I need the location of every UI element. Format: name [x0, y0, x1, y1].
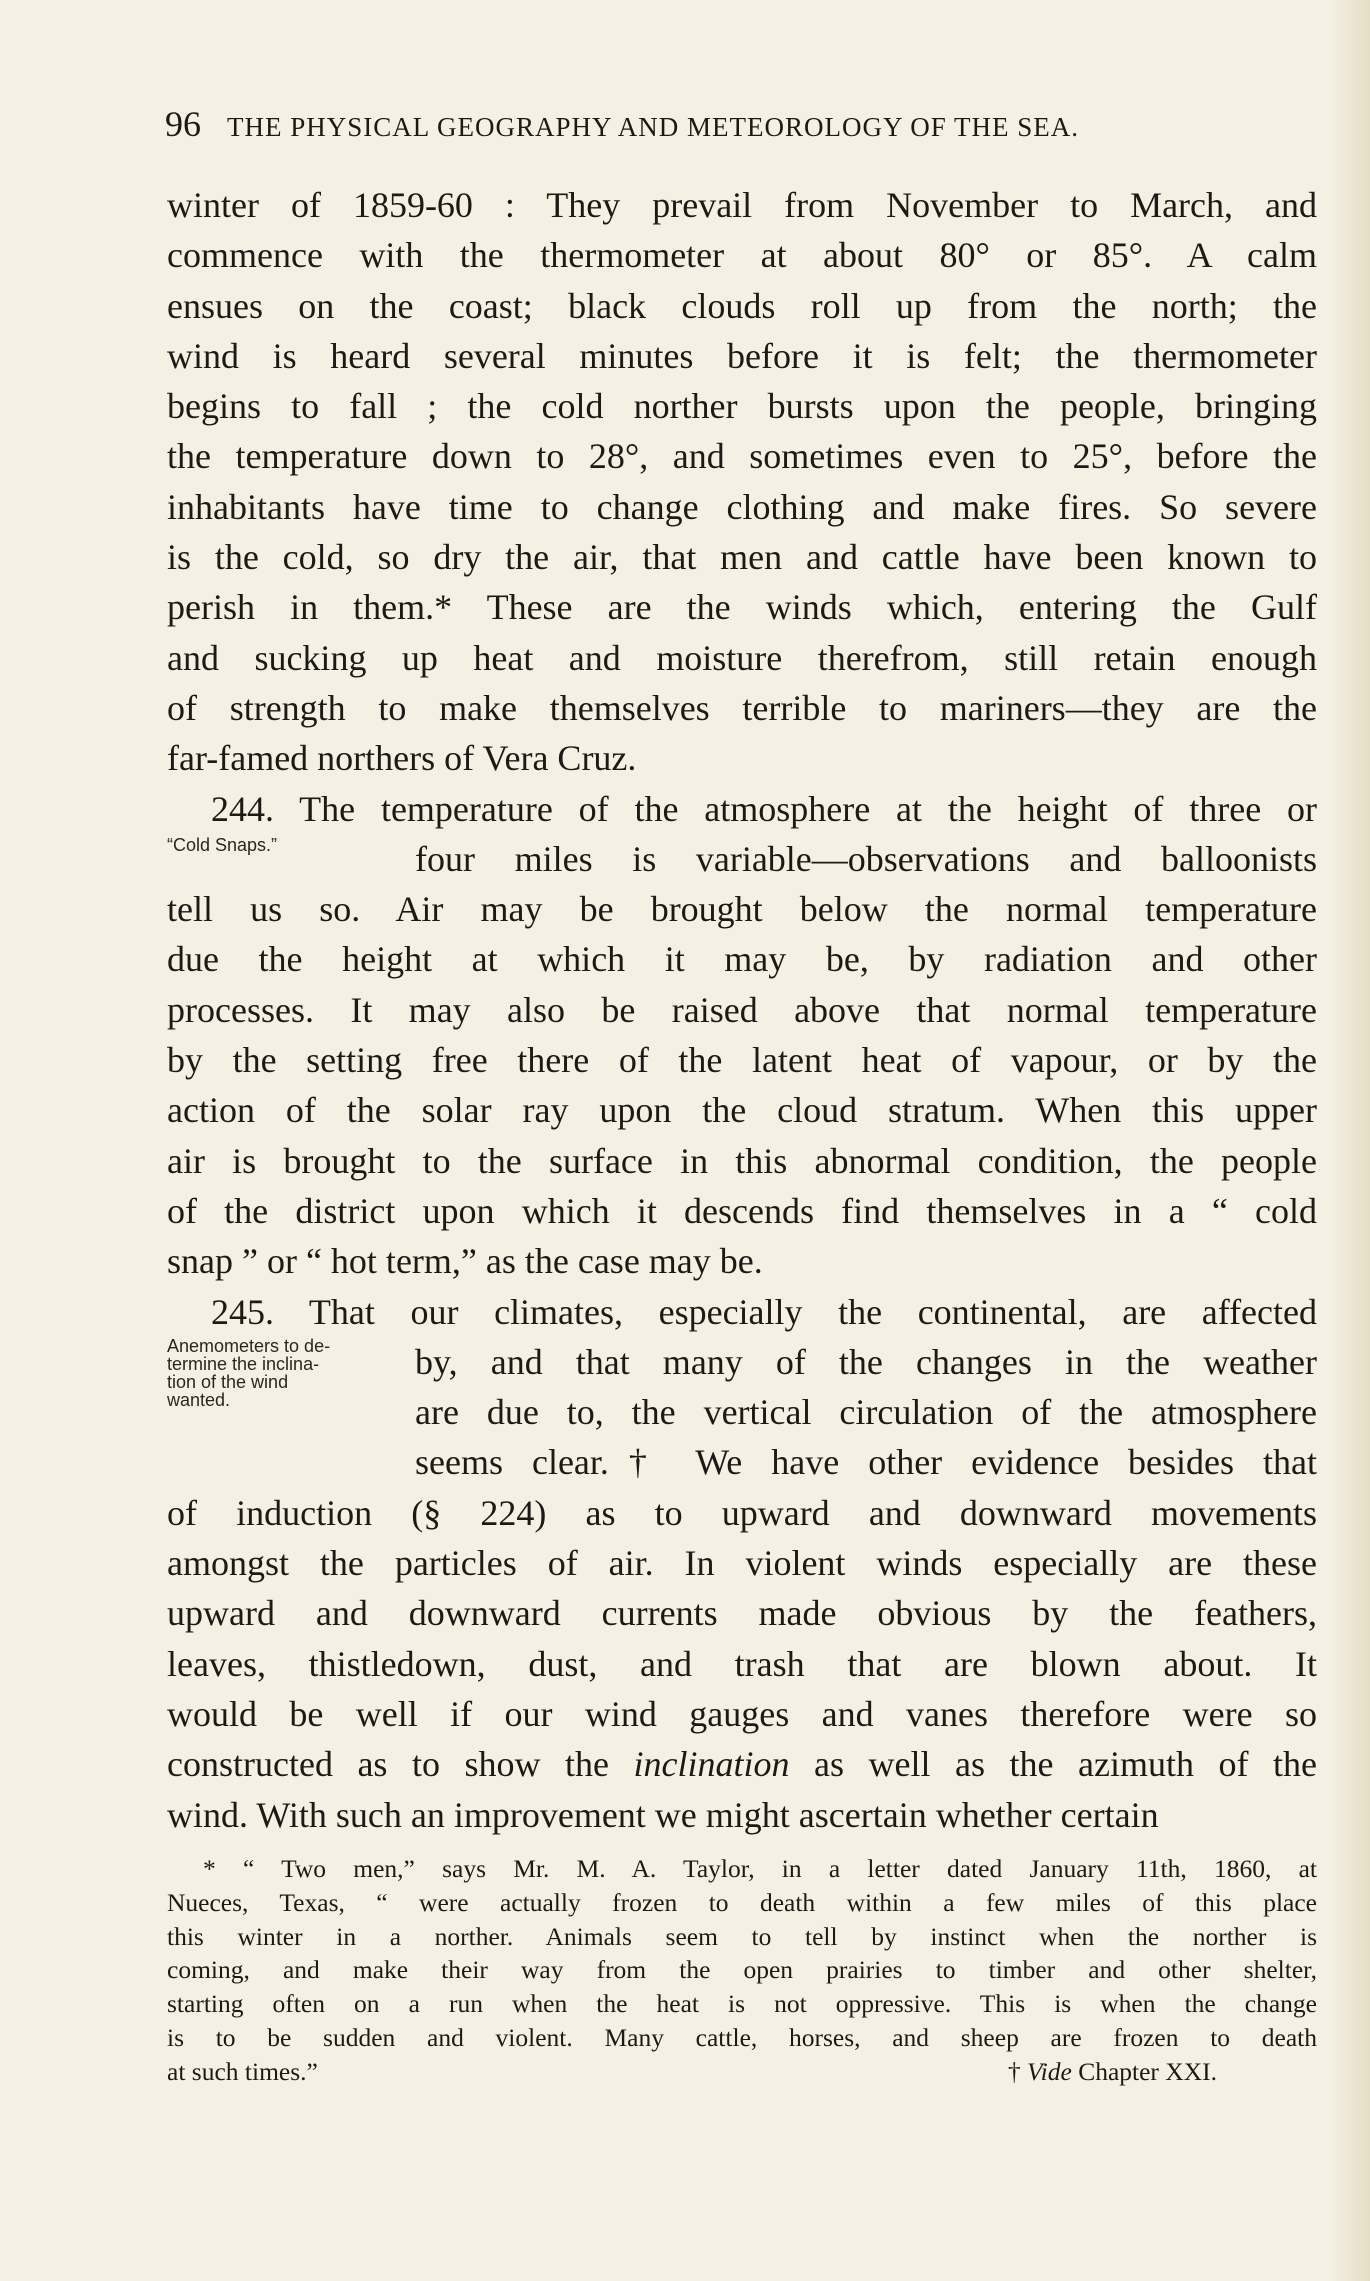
body-line: the temperature down to 28°, and sometimes even to 25°, before the: [167, 436, 1317, 477]
margin-note-text: “Cold Snaps.”: [167, 835, 278, 855]
margin-note-cold-snaps: [167, 835, 277, 855]
margin-note-text: termine the inclina-: [167, 1354, 320, 1374]
footnote-line: starting often on a run when the heat is not oppressive. This is when the change: [167, 1989, 1317, 2019]
chapter-reference: Chapter XXI.: [1078, 2056, 1217, 2086]
body-text: [167, 180, 1317, 1840]
margin-note-anemometers: [167, 1337, 330, 1409]
footnote-line: * “ Two men,” says Mr. M. A. Taylor, in a letter dated January 11th, 1860, at: [203, 1854, 1317, 1883]
body-line: far-famed northers of Vera Cruz.: [167, 738, 637, 779]
body-line: leaves, thistledown, dust, and trash that are blown about. It: [167, 1643, 1317, 1684]
body-text-fragment: constructed as to show the: [167, 1744, 609, 1785]
body-line: of induction (§ 224) as to upward and downward movements: [167, 1492, 1317, 1533]
footnote-vide-reference: [1008, 2055, 1317, 2089]
page-edge-shadow: [1330, 0, 1370, 2281]
body-line: commence with the thermometer at about 80° or 85°. A calm: [167, 235, 1317, 276]
body-line: inhabitants have time to change clothing and make fires. So severe: [167, 486, 1317, 527]
body-line: four miles is variable—observations and balloonists: [415, 838, 1317, 879]
body-line: of strength to make themselves terrible to mariners—they are the: [167, 687, 1317, 728]
running-header: [165, 103, 1235, 145]
body-line: seems clear.† We have other evidence besides that: [415, 1442, 1317, 1483]
body-line: snap ” or “ hot term,” as the case may be.: [167, 1241, 763, 1282]
vide-italic: Vide: [1026, 2056, 1072, 2086]
paragraph-244-start: 244. The temperature of the atmosphere at the height of three or: [211, 788, 1317, 829]
footnote-line: is to be sudden and violent. Many cattle, horses, and sheep are frozen to death: [167, 2022, 1317, 2052]
body-line-with-italic: [167, 1739, 1317, 1789]
footnotes: [167, 1852, 1317, 2089]
page-number: 96: [165, 104, 201, 144]
margin-note-text: tion of the wind: [167, 1372, 289, 1392]
margin-note-text: Anemometers to de-: [167, 1336, 331, 1356]
body-line: winter of 1859-60 : They prevail from November to March, and: [167, 185, 1317, 225]
body-line: processes. It may also be raised above that normal temperature: [167, 989, 1317, 1030]
footnote-line: at such times.”: [167, 2056, 318, 2086]
body-line: and sucking up heat and moisture therefrom, still retain enough: [167, 637, 1317, 678]
body-line: tell us so. Air may be brought below the normal temperature: [167, 889, 1317, 930]
paragraph-245-start: 245. That our climates, especially the continental, are affected: [211, 1291, 1317, 1332]
body-line: wind. With such an improvement we might ascertain whether certain: [167, 1794, 1159, 1835]
body-line: ensues on the coast; black clouds roll up from the north; the: [167, 285, 1317, 326]
dagger-mark: †: [1007, 2056, 1021, 2086]
margin-note-text: wanted.: [167, 1390, 231, 1410]
body-line: by, and that many of the changes in the weather: [415, 1341, 1317, 1382]
body-line: upward and downward currents made obvious by the feathers,: [167, 1593, 1317, 1634]
body-line: of the district upon which it descends find themselves in a “ cold: [167, 1190, 1317, 1231]
body-line: amongst the particles of air. In violent winds especially are these: [167, 1543, 1317, 1584]
footnote-last-line: [167, 2055, 1317, 2089]
body-line: are due to, the vertical circulation of the atmosphere: [415, 1392, 1317, 1433]
body-line: due the height at which it may be, by radiation and other: [167, 939, 1317, 980]
body-text-fragment: as well as the azimuth of the: [814, 1744, 1318, 1785]
body-line: action of the solar ray upon the cloud stratum. When this upper: [167, 1090, 1317, 1131]
running-title: THE PHYSICAL GEOGRAPHY AND METEOROLOGY OF THE SEA.: [227, 112, 1080, 142]
body-line: perish in them.* These are the winds which, entering the Gulf: [167, 587, 1317, 628]
body-line: wind is heard several minutes before it is felt; the thermometer: [167, 335, 1317, 376]
footnote-line: Nueces, Texas, “ were actually frozen to death within a few miles of this place: [167, 1887, 1317, 1917]
body-line: is the cold, so dry the air, that men and cattle have been known to: [167, 537, 1317, 578]
body-line: air is brought to the surface in this abnormal condition, the people: [167, 1140, 1317, 1181]
italic-word: inclination: [633, 1744, 790, 1785]
body-line: begins to fall ; the cold norther bursts upon the people, bringing: [167, 386, 1317, 427]
footnote-line: coming, and make their way from the open prairies to timber and other shelter,: [167, 1955, 1317, 1985]
footnote-line: this winter in a norther. Animals seem to tell by instinct when the norther is: [167, 1921, 1317, 1951]
body-line: by the setting free there of the latent heat of vapour, or by the: [167, 1040, 1317, 1081]
body-line: would be well if our wind gauges and vanes therefore were so: [167, 1693, 1317, 1734]
